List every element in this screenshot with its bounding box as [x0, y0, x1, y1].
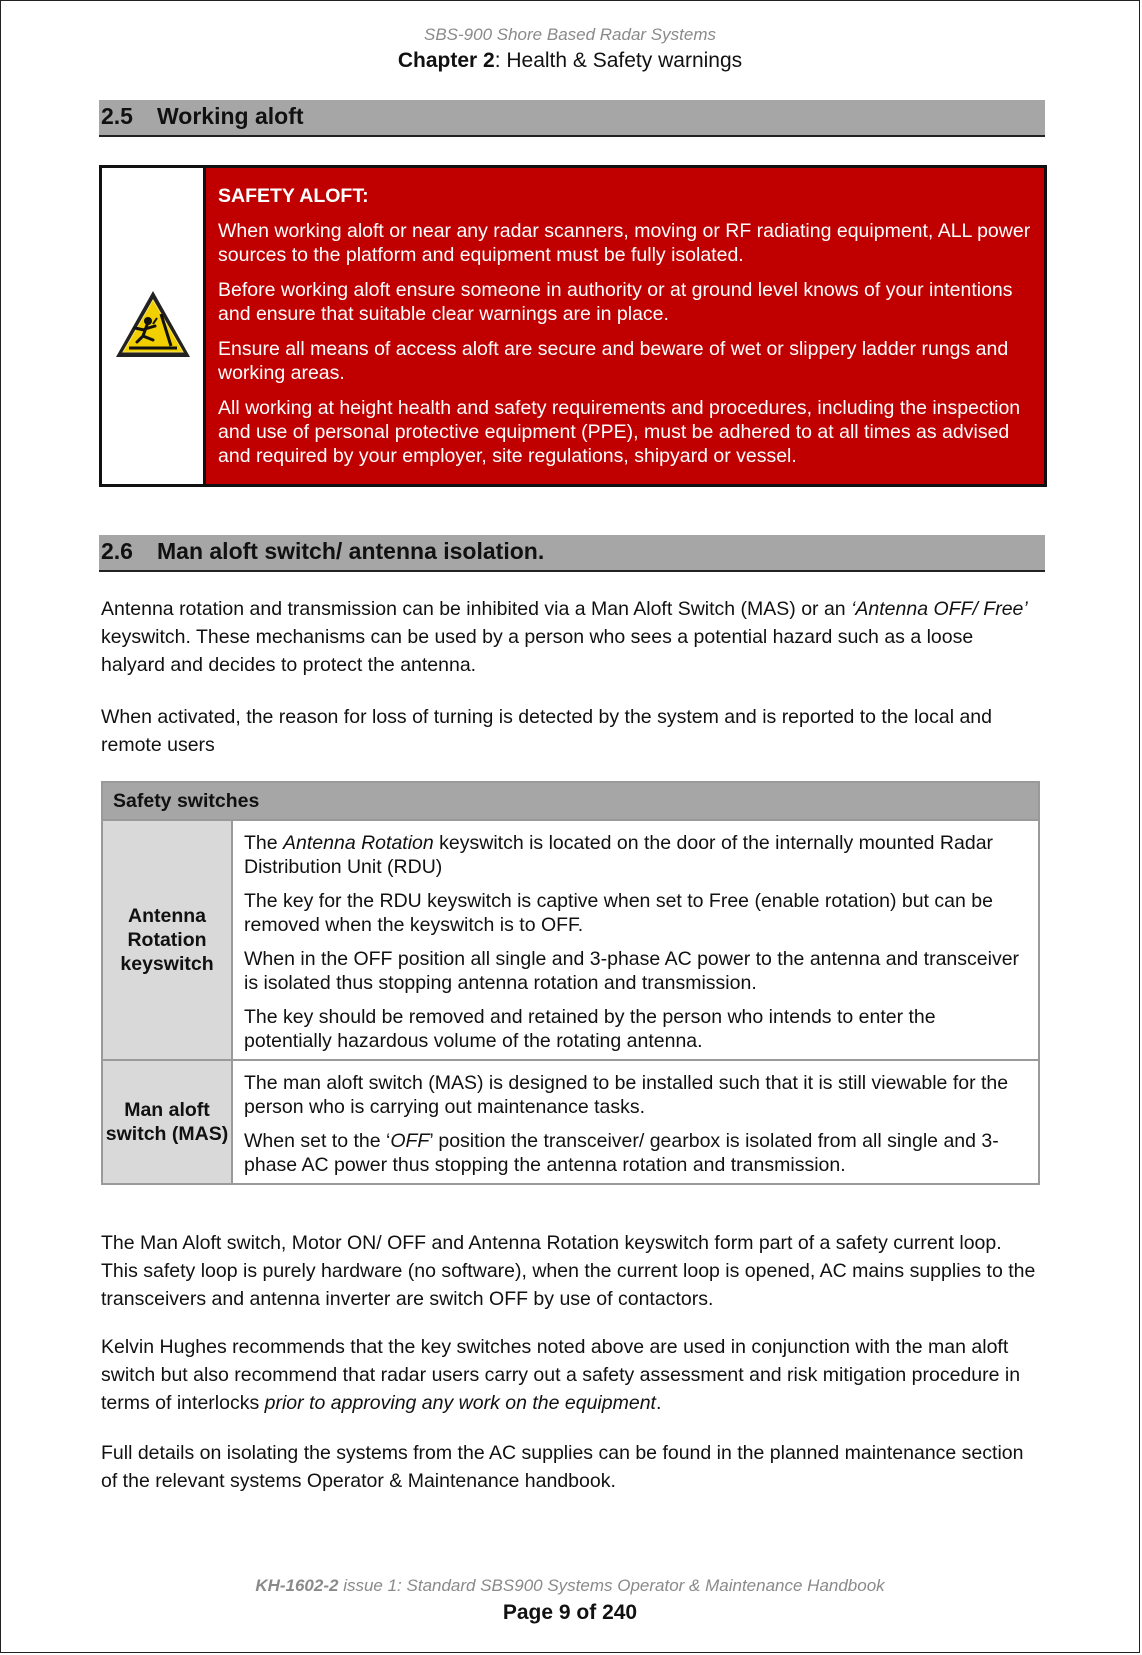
- row-text: The: [244, 832, 284, 854]
- header-chapter-number: Chapter 2: [397, 49, 495, 72]
- row-paragraph: [244, 831, 1028, 879]
- header-chapter: [1, 49, 1139, 73]
- row-paragraph: The key should be removed and retained by the person who intends to enter the potentially hazardous volume of the rotating antenna.: [244, 1006, 936, 1052]
- section-number: 2.6: [101, 538, 133, 564]
- section-heading-2-5: [99, 100, 1045, 137]
- safety-switches-table: [101, 781, 1040, 1185]
- body-text-italic: prior to approving any work on the equipment: [264, 1392, 656, 1414]
- row-text-italic: OFF: [390, 1130, 430, 1152]
- safety-warning-box: [99, 165, 1047, 487]
- section-title: Man aloft switch/ antenna isolation.: [157, 538, 545, 564]
- row-body: [232, 1060, 1039, 1184]
- footer-doc-number: KH-1602-2: [255, 1576, 339, 1595]
- row-paragraph: When in the OFF position all single and 3-phase AC power to the antenna and transceiver is isolated thus stopping antenna rotation and transmission.: [244, 948, 1020, 994]
- intro-paragraph-1: [101, 595, 1041, 679]
- footer-document-id: [1, 1576, 1139, 1596]
- row-paragraph: The man aloft switch (MAS) is designed to be installed such that it is still viewable for the person who is carrying out maintenance tasks.: [244, 1072, 1009, 1118]
- row-label-antenna-rotation-keyswitch: Antenna Rotation keyswitch: [102, 820, 232, 1060]
- row-text: keyswitch is located on the door of the internally mounted Radar Distribution Unit (RDU): [244, 832, 994, 878]
- row-text: When set to the ‘: [244, 1130, 391, 1152]
- row-text: ’ position the transceiver/ gearbox is isolated from all single and 3-phase AC power thus stopping the antenna rotation and transmission.: [244, 1130, 999, 1176]
- table-row: [102, 820, 1039, 1060]
- intro-text: Antenna rotation and transmission can be inhibited via a Man Aloft Switch (MAS) or an: [101, 598, 852, 620]
- warning-icon-cell: [102, 168, 206, 484]
- row-paragraph: The key for the RDU keyswitch is captive when set to Free (enable rotation) but can be removed when the keyswitch is to OFF.: [244, 890, 993, 936]
- footer-page-number: Page 9 of 240: [502, 1601, 638, 1624]
- body-paragraph-isolation-details: Full details on isolating the systems from the AC supplies can be found in the planned maintenance section of the relevant systems Operator & Maintenance handbook.: [101, 1442, 1024, 1492]
- table-header-row: [102, 782, 1039, 820]
- warning-text: [206, 168, 1044, 484]
- body-text: Kelvin Hughes recommends that the key switches noted above are used in conjunction with the man aloft switch but also recommend that radar users carry out a safety assessment and risk mitigation procedure in terms of interlocks: [101, 1336, 1021, 1414]
- table-header: Safety switches: [102, 782, 1039, 820]
- row-paragraph: [244, 1129, 1028, 1177]
- header-subtitle: SBS-900 Shore Based Radar Systems: [424, 25, 716, 44]
- footer-doc-title: issue 1: Standard SBS900 Systems Operator & Maintenance Handbook: [338, 1576, 885, 1595]
- intro-keyswitch-name: ‘Antenna OFF/ Free’: [851, 598, 1028, 620]
- body-paragraph-recommendation: [101, 1333, 1041, 1417]
- fall-hazard-warning-icon: [113, 288, 193, 365]
- row-body: [232, 820, 1039, 1060]
- row-text-italic: Antenna Rotation: [283, 832, 434, 854]
- warning-paragraph: When working aloft or near any radar scanners, moving or RF radiating equipment, ALL power sources to the platform and equipment must be fully isolated.: [218, 220, 1031, 266]
- warning-paragraph: Ensure all means of access aloft are secure and beware of wet or slippery ladder rungs and working areas.: [218, 338, 1009, 384]
- table-row: [102, 1060, 1039, 1184]
- header-chapter-title: : Health & Safety warnings: [494, 49, 743, 72]
- body-text: .: [655, 1392, 662, 1414]
- warning-paragraph: All working at height health and safety requirements and procedures, including the inspection and use of personal protective equipment (PPE), must be adhered to at all times as advised and required by your employer, site regulations, shipyard or vessel.: [218, 397, 1021, 467]
- section-number: 2.5: [101, 103, 133, 129]
- intro-text: keyswitch. These mechanisms can be used by a person who sees a potential hazard such as a loose halyard and decides to protect the antenna.: [101, 626, 974, 676]
- body-paragraph-safety-loop: The Man Aloft switch, Motor ON/ OFF and Antenna Rotation keyswitch form part of a safety current loop. This safety loop is purely hardware (no software), when the current loop is opened, AC mains supplies to the transceivers and antenna inverter are switch OFF by use of contactors.: [101, 1232, 1036, 1310]
- warning-title: SAFETY ALOFT:: [218, 185, 369, 207]
- row-label-man-aloft-switch: Man aloft switch (MAS): [102, 1060, 232, 1184]
- intro-paragraph-2: When activated, the reason for loss of turning is detected by the system and is reported to the local and remote users: [101, 706, 993, 756]
- section-heading-2-6: [99, 535, 1045, 572]
- warning-paragraph: Before working aloft ensure someone in authority or at ground level knows of your intentions and ensure that suitable clear warnings are in place.: [218, 279, 1013, 325]
- section-title: Working aloft: [157, 103, 304, 129]
